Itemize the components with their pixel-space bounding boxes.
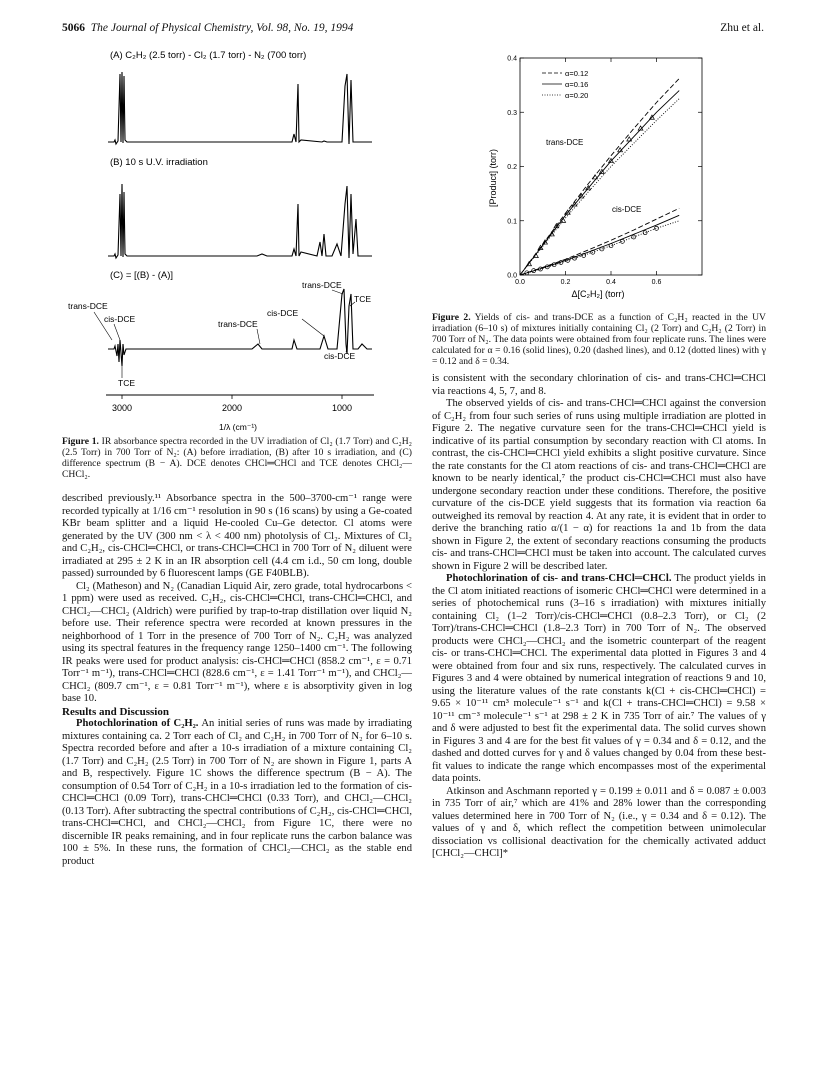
paragraph-text: An initial series of runs was made by irradiating mixtures containing ca. 2 Torr each of Cl₂ and C₂H₂ in 700 Torr of N₂ for 6–10 s. Spectra recorded before and after a 10-s irradiation of a mixture containing Cl₂ (1.7 Torr) and C₂H₂ (2.5 Torr) in 700 Torr of N₂ are shown in Figure 1, parts A and B, respectively. Figure 1C shows the difference spectrum (B − A). The consumption of 0.54 Torr of C₂H₂ in a 10-s irradiation led to the formation of cis-CHCl═CHCl (0.09 Torr), trans-CHCl═CHCl (0.33 Torr), and CHCl₂—CHCl₂ (0.13 Torr). After subtracting the spectral contributions of C₂H₂, cis-CHCl═CHCl, trans-CHCl═CHCl, and CHCl₂—CHCl₂ from Figure 1C, there were no discernible IR peaks remaining, and in four replicate runs the carbon balance was 100 ± 5%. In these runs, the formation of CHCl₂—CHCl₂ as the stable end product <box>62 718 412 867</box>
figure-1 <box>62 44 412 440</box>
figure-2-chart <box>480 50 710 312</box>
y-axis-label: [Product] (torr) <box>488 148 498 208</box>
annotation-trans-dce-left: trans-DCE <box>68 301 108 311</box>
header-left <box>62 22 353 34</box>
annotation-leader <box>350 302 355 306</box>
right-column <box>432 373 766 861</box>
x-axis-label: 1/λ (cm⁻¹) <box>218 422 258 432</box>
x-tick-label: 0.6 <box>651 279 662 286</box>
paragraph: Atkinson and Aschmann reported γ = 0.199 ± 0.011 and δ = 0.087 ± 0.003 in 735 Torr of air,⁷ which are 41% and 28% lower than the corresponding values determined here in 700 Torr of N₂ (i.e., γ = 0.34 and δ = 0.12). The values of γ and δ, which reflect the competition between unimolecular dissociation vs collisional deactivation for the chemically activated adduct [CHCl₂—CHCl]* <box>432 785 766 859</box>
series-line-transdce-solid <box>520 91 679 275</box>
legend-entry-2: α=0.20 <box>565 91 589 100</box>
y-tick-label: 0.1 <box>507 218 517 226</box>
run-in-heading: Photochlorination of cis- and trans-CHCl═CHCl. <box>446 573 672 584</box>
x-tick-label: 0.0 <box>515 279 525 286</box>
panel-a-label: (A) C₂H₂ (2.5 torr) - Cl₂ (1.7 torr) - N₂ (700 torr) <box>110 50 307 61</box>
annotation-cis-dce-left: cis-DCE <box>104 314 136 324</box>
panel-c-label: (C) = [(B) - (A)] <box>110 270 174 281</box>
annotation-tce-right: TCE <box>354 294 371 304</box>
data-point-cis-dce <box>643 231 647 235</box>
figure-2 <box>480 50 710 312</box>
paragraph: described previously.¹¹ Absorbance spectra in the 500–3700-cm⁻¹ range were recorded typically at 1/16 cm⁻¹ resolution in 90 s (16 scans) by using a Ge-coated KBr beam splitter and a liquid He-cooled Cu–Ge detector. Cl atoms were generated by the UV (300 nm < λ < 400 nm) photolysis of Cl₂. Mixtures of Cl₂ and C₂H₂, cis-CHCl═CHCl, or trans-CHCl═CHCl in 700 Torr of N₂ diluent were irradiated at 295 ± 2 K in an IR absorption cell (4.4 cm i.d., 50 cm long, double passed) surrounded by 6 fluorescent lamps (GE F40BLB). <box>62 493 412 579</box>
annotation-cis-dce: cis-DCE <box>612 205 642 214</box>
page-header <box>62 22 764 38</box>
data-point-cis-dce <box>655 226 659 230</box>
legend-entry-1: α=0.16 <box>565 80 589 89</box>
annotation-leader <box>114 324 120 340</box>
figure-1-caption <box>62 436 412 480</box>
paragraph-text: The product yields in the Cl atom initiated reactions of isomeric CHCl═CHCl were determined in a series of photochemical runs (3–16 s irradiation) with mixtures initially containing Cl₂ (1–2 Torr)/cis-CHCl═CHCl (0.8–2.3 Torr), or Cl₂ (2 Torr)/trans-CHCl═CHCl (1.8–2.3 Torr) in 700 Torr of N₂. The observed products were CHCl₂—CHCl₂ and the isometric counterpart of the reagent cis- or trans-CHCl═CHCl. The experimental data plotted in Figures 3 and 4 were obtained from four and six runs, respectively. The calculated curves in Figures 3 and 4 were obtained by numerical integration of reactions 9 and 10, using the literature values of the rate constants k(Cl + cis-CHCl═CHCl) = 9.65 × 10⁻¹¹ cm³ molecule⁻¹ s⁻¹ and k(Cl + trans-CHCl═CHCl) = 9.58 × 10⁻¹¹ cm⁻³ molecule⁻¹ s⁻¹ at 298 ± 2 K in 735 Torr of air.⁷ The values of γ and δ were adjusted to best fit the experimental data. The solid curves shown in Figures 3 and 4 are for the best fit values of γ = 0.34 and δ = 0.12, and the dashed and dotted curves for γ and δ values changed by 0.04 from these best-fit values to indicate the range which encompasses most of the experimental data points. <box>432 573 766 784</box>
figure-1-caption-label: Figure 1. <box>62 436 99 447</box>
y-tick-label: 0.3 <box>507 109 517 117</box>
data-point-trans-dce <box>627 137 632 141</box>
x-tick-label-3000: 3000 <box>111 403 133 413</box>
running-authors: Zhu et al. <box>720 22 764 34</box>
y-tick-label: 0.0 <box>507 272 517 280</box>
y-tick-label: 0.2 <box>507 164 517 171</box>
annotation-trans-dce: trans-DCE <box>546 138 584 147</box>
figure-2-caption-label: Figure 2. <box>432 312 471 323</box>
annotation-tce-left: TCE <box>118 378 135 388</box>
annotation-cis-dce-mid: cis-DCE <box>267 308 299 318</box>
annotation-cis-dce-right: cis-DCE <box>324 351 356 361</box>
paragraph: Cl₂ (Matheson) and N₂ (Canadian Liquid Air, zero grade, total hydrocarbons < 1 ppm) were used as received. C₂H₂, cis-CHCl═CHCl, trans-CHCl═CHCl, and CHCl₂—CHCl₂ (Aldrich) were purified by trap-to-trap distillation over liquid N₂ before use. Their reference spectra were recorded at known pressures in the neighborhood of 1 Torr in the presence of 700 Torr of N₂. C₂H₂ was analyzed using its spectral features in the frequency range 1250–1400 cm⁻¹. The following IR peaks were used for product analysis: cis-CHCl═CHCl (858.2 cm⁻¹, ε = 0.71 Torr⁻¹ m⁻¹), trans-CHCl═CHCl (828.6 cm⁻¹, ε = 1.41 Torr⁻¹ m⁻¹), and CHCl₂—CHCl₂ (809.7 cm⁻¹, ε = 0.81 Torr⁻¹ m⁻¹), where ε is absorptivity given in log base 10. <box>62 580 412 704</box>
x-tick-label-1000: 1000 <box>331 403 353 413</box>
section-title: Results and Discussion <box>62 705 169 718</box>
legend-entry-0: α=0.12 <box>565 69 589 78</box>
paragraph: The observed yields of cis- and trans-CHCl═CHCl against the conversion of C₂H₂ from four such series of runs using multiple irradiation are plotted in Figure 2. The negative curvature seen for the trans-CHCl═CHCl yield is indicative of its partial consumption by secondary reaction with Cl atoms. In contrast, the cis-CHCl═CHCl yield exhibits a slight positive curvature. Since the rate constants for the Cl atom reactions of cis- and trans-CHCl═CHCl are known to be nearly identical,⁷ the product cis-CHCl═CHCl must also have undergone secondary reaction under these conditions. Therefore, the positive curvature of the cis-DCE yield suggests that its formation via reaction 6a outweighed its removal by reaction 4. At any rate, it is evident that in order to derive the branching ratio α/(1 − α) for reactions 1a and 1b from the data shown in Figure 2, the extent of secondary reactions consuming the products cis- and trans-CHCl═CHCl must be taken into account. The calculated curves shown in Figure 2 will be described later. <box>432 398 766 572</box>
paragraph <box>432 573 766 786</box>
paragraph <box>62 718 412 868</box>
annotation-trans-dce-top: trans-DCE <box>302 280 342 290</box>
paragraph: is consistent with the secondary chlorination of cis- and trans-CHCl═CHCl via reactions 4, 5, 7, and 8. <box>432 373 766 397</box>
annotation-leader <box>302 319 324 336</box>
annotation-leader <box>332 290 343 294</box>
plot-frame <box>520 58 702 275</box>
panel-b-label: (B) 10 s U.V. irradiation <box>110 157 208 168</box>
x-tick-label: 0.4 <box>606 279 616 286</box>
run-in-heading: Photochlorination of C₂H₂. <box>76 718 199 729</box>
data-point-cis-dce <box>609 244 613 248</box>
spectrum-a <box>108 72 372 144</box>
figure-1-spectra <box>62 44 412 440</box>
annotation-leader <box>257 329 260 344</box>
data-point-cis-dce <box>620 239 624 243</box>
x-axis-label: Δ[C₂H₂] (torr) <box>571 289 625 299</box>
left-column <box>62 493 412 868</box>
annotation-trans-dce-mid: trans-DCE <box>218 319 258 329</box>
x-tick-label: 0.2 <box>560 279 571 286</box>
figure-2-caption-text: Yields of cis- and trans-DCE as a function of C₂H₂ reacted in the UV irradiation (6–10 s) of mixtures initially containing Cl₂ (2 Torr) and C₂H₂ (2 Torr) in 700 Torr of N₂. The data points were obtained from four replicate runs. The lines were calculated for α = 0.16 (solid lines), 0.20 (dashed lines), and 0.12 (dotted lines) with γ = 0.12 and δ = 0.34. <box>432 312 766 367</box>
spectrum-b <box>108 184 372 258</box>
y-tick-label: 0.4 <box>507 55 517 63</box>
x-tick-label-2000: 2000 <box>221 403 243 413</box>
figure-1-caption-text: IR absorbance spectra recorded in the UV irradiation of Cl₂ (1.7 Torr) and C₂H₂ (2.5 Torr) in 700 Torr of N₂: (A) before irradiation, (B) after 10 s irradiation, and (C) difference spectrum (B − A). DCE denotes CHCl═CHCl and TCE denotes CHCl₂—CHCl₂. <box>62 436 412 480</box>
page-number: 5066 <box>62 22 85 34</box>
journal-name: The Journal of Physical Chemistry, Vol. 98, No. 19, 1994 <box>90 22 354 34</box>
figure-2-caption <box>432 312 766 367</box>
